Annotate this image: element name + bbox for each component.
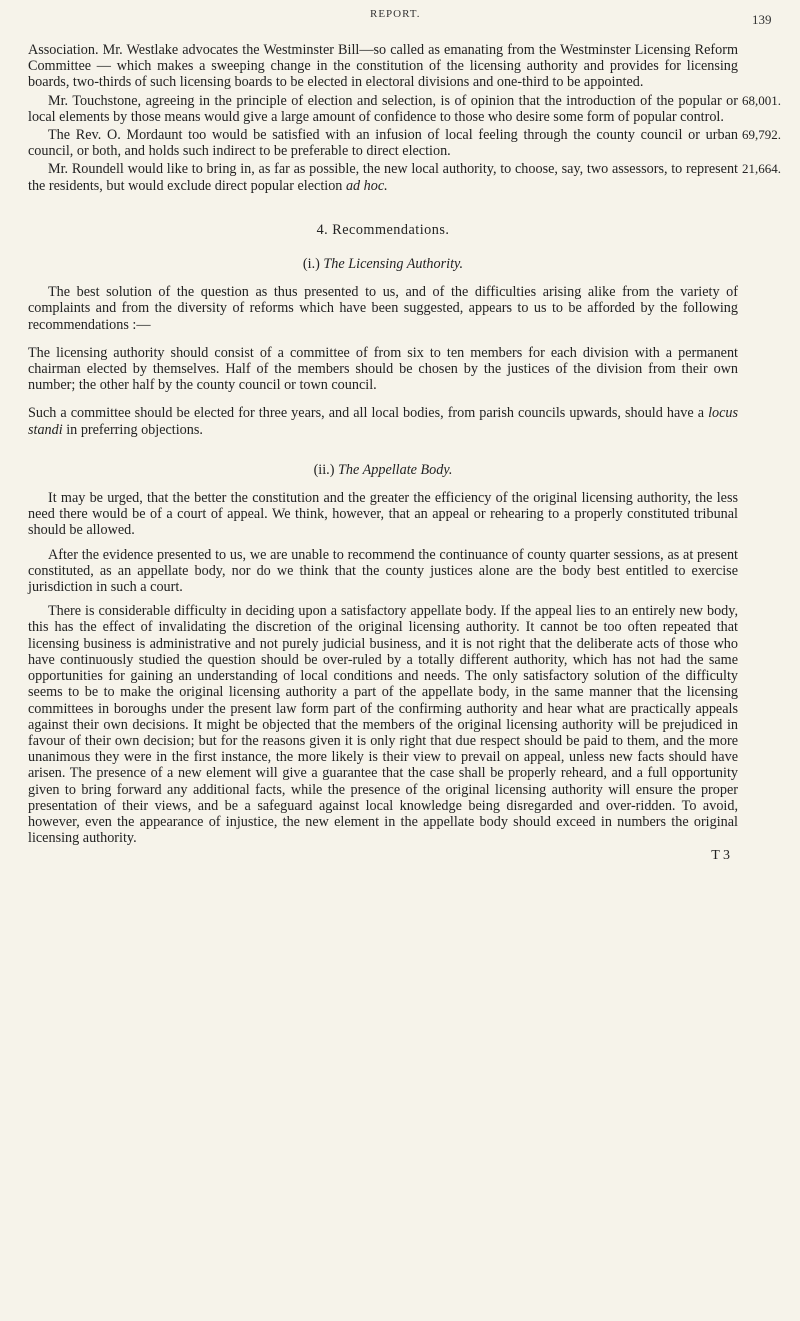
subsection-heading (28, 462, 738, 478)
paragraph-text: The Rev. O. Mordaunt too would be satisfied with an infusion of local feeling through the county council or urban council, or both, and holds such indirect to be preferable to direct election. (28, 127, 738, 160)
paragraph (28, 92, 781, 125)
subsection-title: The Licensing Authority. (323, 256, 464, 273)
signature-mark: T 3 (711, 848, 730, 864)
subsection-number: (ii.) (313, 461, 335, 478)
paragraph: Association. Mr. Westlake advocates the Westminster Bill—so called as emanating from the Westminster Licensing Reform Committee — which makes a sweeping change in the constitution of the licensing authority and provides for licensing boards, two-thirds of such licensing boards to be elected in electoral divisions and one-third to be appointed. (28, 42, 738, 91)
paragraph-text: Mr. Touchstone, agreeing in the principle of election and selection, is of opinion that the introduction of the popular or local elements by those means would give a large amount of confidence to those who desire some form of popular control. (28, 92, 738, 125)
running-title: REPORT. (370, 8, 421, 20)
paragraph: It may be urged, that the better the constitution and the greater the efficiency of the original licensing authority, the less need there would be of a court of appeal. We think, however, that an appeal or rehearing to a properly constituted tribunal should be allowed. (28, 490, 738, 539)
paragraph-italic: ad hoc. (345, 177, 388, 194)
paragraph: The best solution of the question as thus presented to us, and of the difficulties arising alike from the variety of complaints and from the diversity of reforms which have been suggested, appears to us to be afforded by the following recommendations :— (28, 284, 738, 333)
paragraph-text: Such a committee should be elected for three years, and all local bodies, from parish councils upwards, should have a (28, 405, 705, 422)
paragraph (28, 161, 781, 194)
section-heading (28, 222, 738, 238)
paragraph-italic: locus standi (28, 405, 739, 438)
page-number: 139 (752, 12, 772, 27)
margin-reference: 68,001. (742, 92, 781, 108)
subsection-number: (i.) (302, 256, 320, 273)
subsection-title: The Appellate Body. (338, 461, 453, 478)
paragraph-text: in preferring objections. (66, 421, 203, 438)
margin-reference: 69,792. (742, 127, 781, 143)
subsection-heading (28, 256, 738, 272)
paragraph: There is considerable difficulty in deciding upon a satisfactory appellate body. If the appeal lies to an entirely new body, this has the effect of invalidating the discretion of the original licensing authority. It cannot be too often repeated that licensing business is administrative and not purely judicial business, and it is not right that the deliberate acts of those who have continuously studied the question should be over-ruled by a totally different authority, which has not had the same opportunities for gaining an understanding of local conditions and needs. The only satisfactory solution of the difficulty seems to be to make the original licensing authority a part of the appellate body, in the same manner that the licensing committees in boroughs under the present law form part of the confirming authority and hear what are practically appeals against their own decisions. It might be objected that the members of the original licensing authority will be prejudiced in favour of their own decision; but for the reasons given it is only right that due respect should be paid to them, and the more unanimous they were in the first instance, the more likely is their view to prevail on appeal, unless new facts should have arisen. The presence of a new element will give a guarantee that the case shall be properly reheard, and a full opportunity given to bring forward any additional facts, while the presence of the original licensing authority will ensure the proper presentation of their views, and be a safeguard against local knowledge being disregarded and over-ridden. To avoid, however, even the appearance of injustice, the new element in the appellate body should exceed in numbers the original licensing authority. (28, 603, 738, 847)
paragraph (28, 127, 781, 160)
page-body (28, 42, 781, 865)
paragraph: The licensing authority should consist of a committee of from six to ten members for each division with a permanent chairman elected by themselves. Half of the members should be chosen by the justices of the division from their own number; the other half by the county council or town council. (28, 344, 738, 394)
paragraph (28, 405, 738, 437)
section-number: 4. (316, 221, 329, 238)
margin-reference: 21,664. (742, 161, 781, 177)
paragraph: After the evidence presented to us, we are unable to recommend the continuance of county quarter sessions, as at present constituted, as an appellate body, nor do we think that the county justices alone are the body best entitled to exercise jurisdiction in such a court. (28, 546, 738, 596)
paragraph-text: Mr. Roundell would like to bring in, as far as possible, the new local authority, to choose, say, two assessors, to represent the residents, but would exclude direct popular election (28, 161, 738, 194)
section-title: Recommendations. (332, 221, 450, 238)
